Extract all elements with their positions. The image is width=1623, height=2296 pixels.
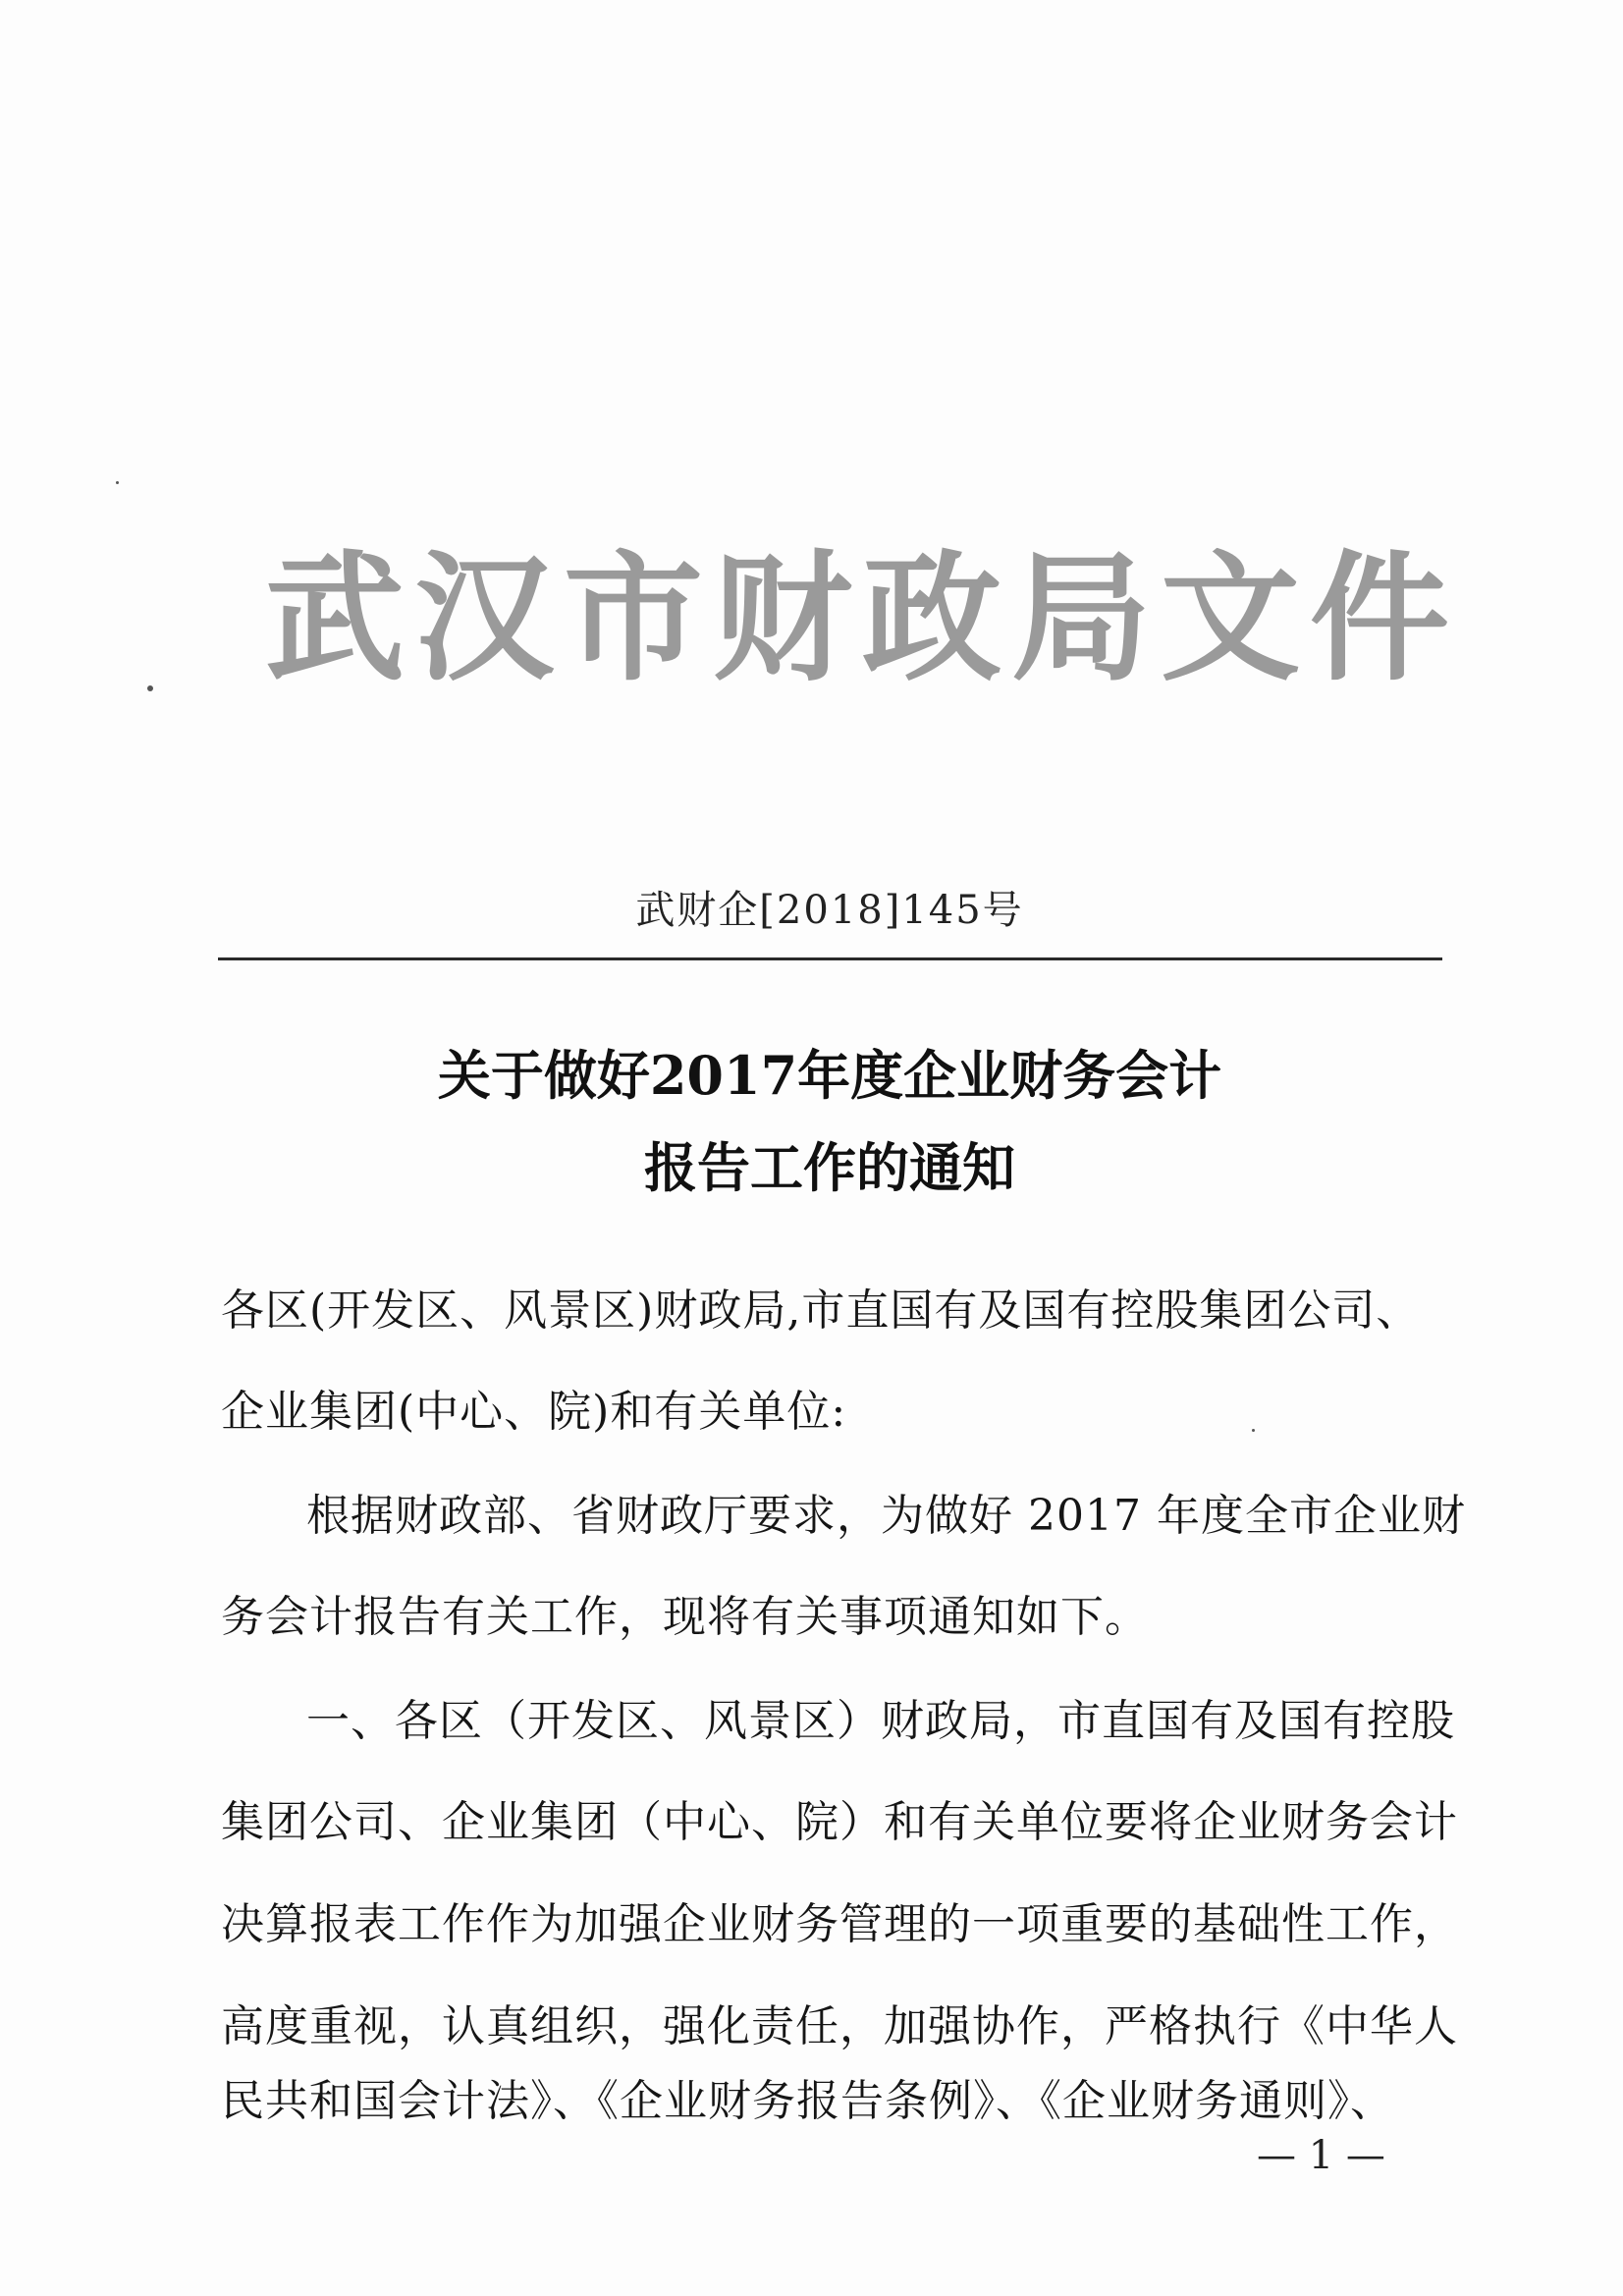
- body-line: 根据财政部、省财政厅要求，为做好 2017 年度全市企业财: [306, 1491, 1466, 1541]
- document-header-title: 武汉市财政局文件: [265, 538, 1459, 700]
- body-line: 务会计报告有关工作，现将有关事项通知如下。: [221, 1592, 1149, 1642]
- body-line: 各区(开发区、风景区)财政局,市直国有及国有控股集团公司、: [221, 1285, 1421, 1336]
- body-line: 高度重视，认真组织，强化责任，加强协作，严格执行《中华人: [221, 2001, 1458, 2051]
- notice-title-line-2: 报告工作的通知: [644, 1136, 1015, 1199]
- body-line: 集团公司、企业集团（中心、院）和有关单位要将企业财务会计: [221, 1797, 1458, 1847]
- scan-speck: [116, 481, 119, 484]
- body-line: 企业集团(中心、院)和有关单位:: [221, 1387, 847, 1437]
- body-line: 民共和国会计法》、《企业财务报告条例》、《企业财务通则》、: [221, 2076, 1394, 2126]
- document-number: 武财企[2018]145号: [635, 888, 1024, 933]
- body-line: 决算报表工作作为加强企业财务管理的一项重要的基础性工作，: [221, 1899, 1458, 1949]
- scan-speck: [1252, 1429, 1255, 1432]
- body-line: 一、各区（开发区、风景区）财政局，市直国有及国有控股: [306, 1696, 1455, 1746]
- page-number: — 1 —: [1257, 2133, 1385, 2178]
- notice-title-line-1: 关于做好2017年度企业财务会计: [437, 1044, 1222, 1107]
- scan-speck: [147, 685, 153, 691]
- header-divider: [218, 957, 1442, 960]
